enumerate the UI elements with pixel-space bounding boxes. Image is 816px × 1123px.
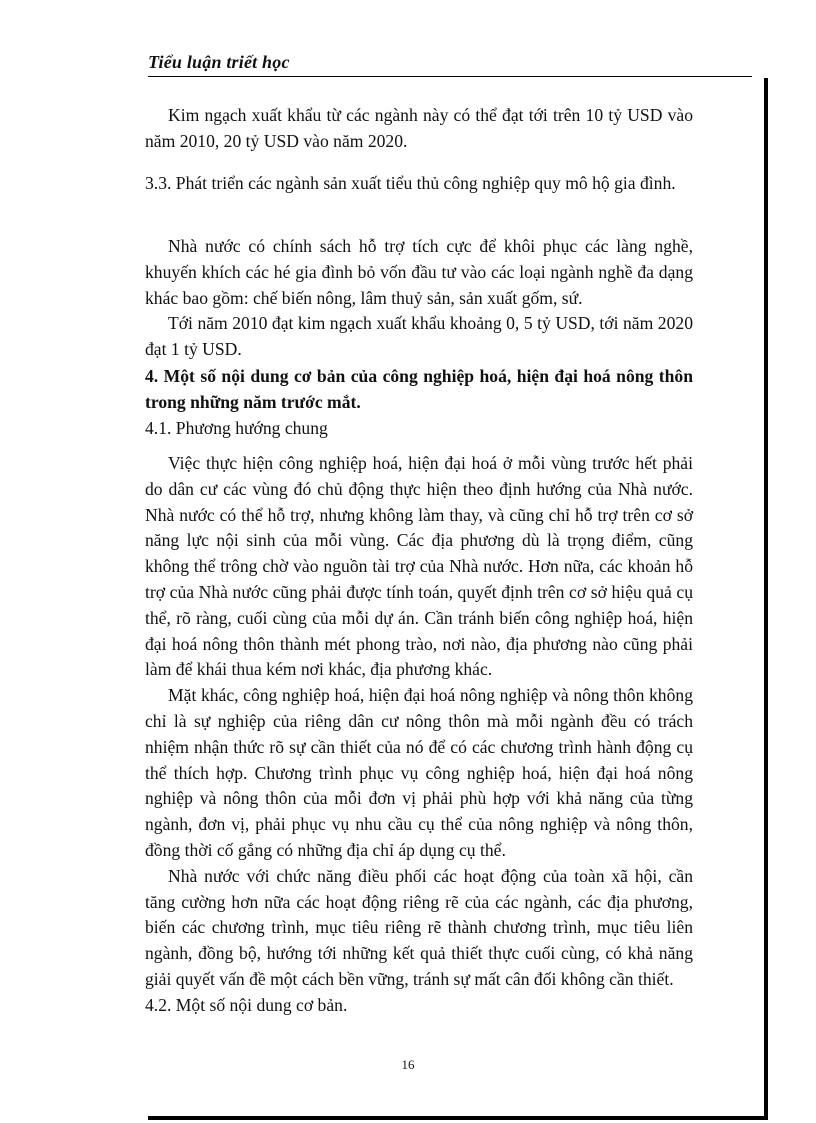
paragraph-other-aspects: Mặt khác, công nghiệp hoá, hiện đại hoá nông nghiệp và nông thôn không chỉ là sự nghiệp của riêng dân cư nông thôn mà mỗi ngành đều có trách nhiệm nhận thức rõ sự cần thiết của nó để có các chương trình hành động cụ thể thích hợp. Chương trình phục vụ công nghiệp hoá, hiện đại hoá nông nghiệp và nông thôn của mỗi đơn vị phải phù hợp với khả năng của từng ngành, đơn vị, phải phục vụ nhu cầu cụ thể của nông nghiệp và nông thôn, đồng thời cố gắng có những địa chỉ áp dụng cụ thể.	[145, 685, 693, 860]
paragraph-craft-villages: Nhà nước có chính sách hỗ trợ tích cực để khôi phục các làng nghề, khuyến khích các hé gia đình bỏ vốn đầu tư vào các loại ngành nghề đa dạng khác bao gồm: chế biến nông, lâm thuỷ sản, sản xuất gốm, sứ.	[145, 236, 693, 308]
section-heading-4: 4. Một số nội dung cơ bản của công nghiệp hoá, hiện đại hoá nông thôn trong những năm trước mắt.	[145, 366, 693, 412]
page-border-bottom	[148, 1116, 768, 1120]
section-heading-4-2: 4.2. Một số nội dung cơ bản.	[145, 995, 348, 1015]
section-heading-3-3: 3.3. Phát triển các ngành sản xuất tiểu thủ công nghiệp quy mô hộ gia đình.	[145, 173, 676, 193]
paragraph-state-coordination: Nhà nước với chức năng điều phối các hoạt động của toàn xã hội, cần tăng cường hơn nữa các hoạt động riêng rẽ của các ngành, các địa phương, biến các chương trình, mục tiêu riêng rẽ thành chương trình, mục tiêu liên ngành, đồng bộ, hướng tới những kết quả thiết thực cuối cùng, có khả năng giải quyết vấn đề một cách bền vững, tránh sự mất cân đối không cần thiết.	[145, 865, 693, 989]
body-block-3	[145, 234, 693, 363]
body-block-4	[145, 364, 693, 441]
body-block-6	[145, 993, 693, 1019]
body-block-2	[145, 171, 693, 197]
page-number: 16	[401, 1057, 415, 1072]
body-block-5	[145, 451, 693, 993]
paragraph-general-direction: Việc thực hiện công nghiệp hoá, hiện đại hoá ở mỗi vùng trước hết phải do dân cư các vùng đó chủ động thực hiện theo định hướng của Nhà nước. Nhà nước có thể hỗ trợ, nhưng không làm thay, và cũng chỉ hỗ trợ trên cơ sở năng lực nội sinh của mỗi vùng. Các địa phương dù là trọng điểm, cũng không thể trông chờ vào nguồn tài trợ của Nhà nước. Hơn nữa, các khoản hỗ trợ của Nhà nước cũng phải được tính toán, quyết định trên cơ sở hiệu quả cụ thể, rõ ràng, cuối cùng của mỗi dự án. Cần tránh biến công nghiệp hoá, hiện đại hoá nông thôn thành mét phong trào, nơi nào, địa phương nào cũng phải làm để khái thua kém nơi khác, địa phương khác.	[145, 453, 693, 680]
page-border-right	[764, 78, 768, 1120]
body-block-1	[145, 103, 693, 155]
paragraph-export-forecast: Kim ngạch xuất khẩu từ các ngành này có thể đạt tới trên 10 tỷ USD vào năm 2010, 20 tỷ USD vào năm 2020.	[145, 105, 693, 151]
section-heading-4-1: 4.1. Phương hướng chung	[145, 417, 328, 438]
header-title: Tiểu luận triết học	[148, 52, 290, 72]
paragraph-export-targets: Tới năm 2010 đạt kim ngạch xuất khẩu khoảng 0, 5 tỷ USD, tới năm 2020 đạt 1 tỷ USD.	[145, 313, 693, 360]
page-header	[148, 50, 752, 77]
